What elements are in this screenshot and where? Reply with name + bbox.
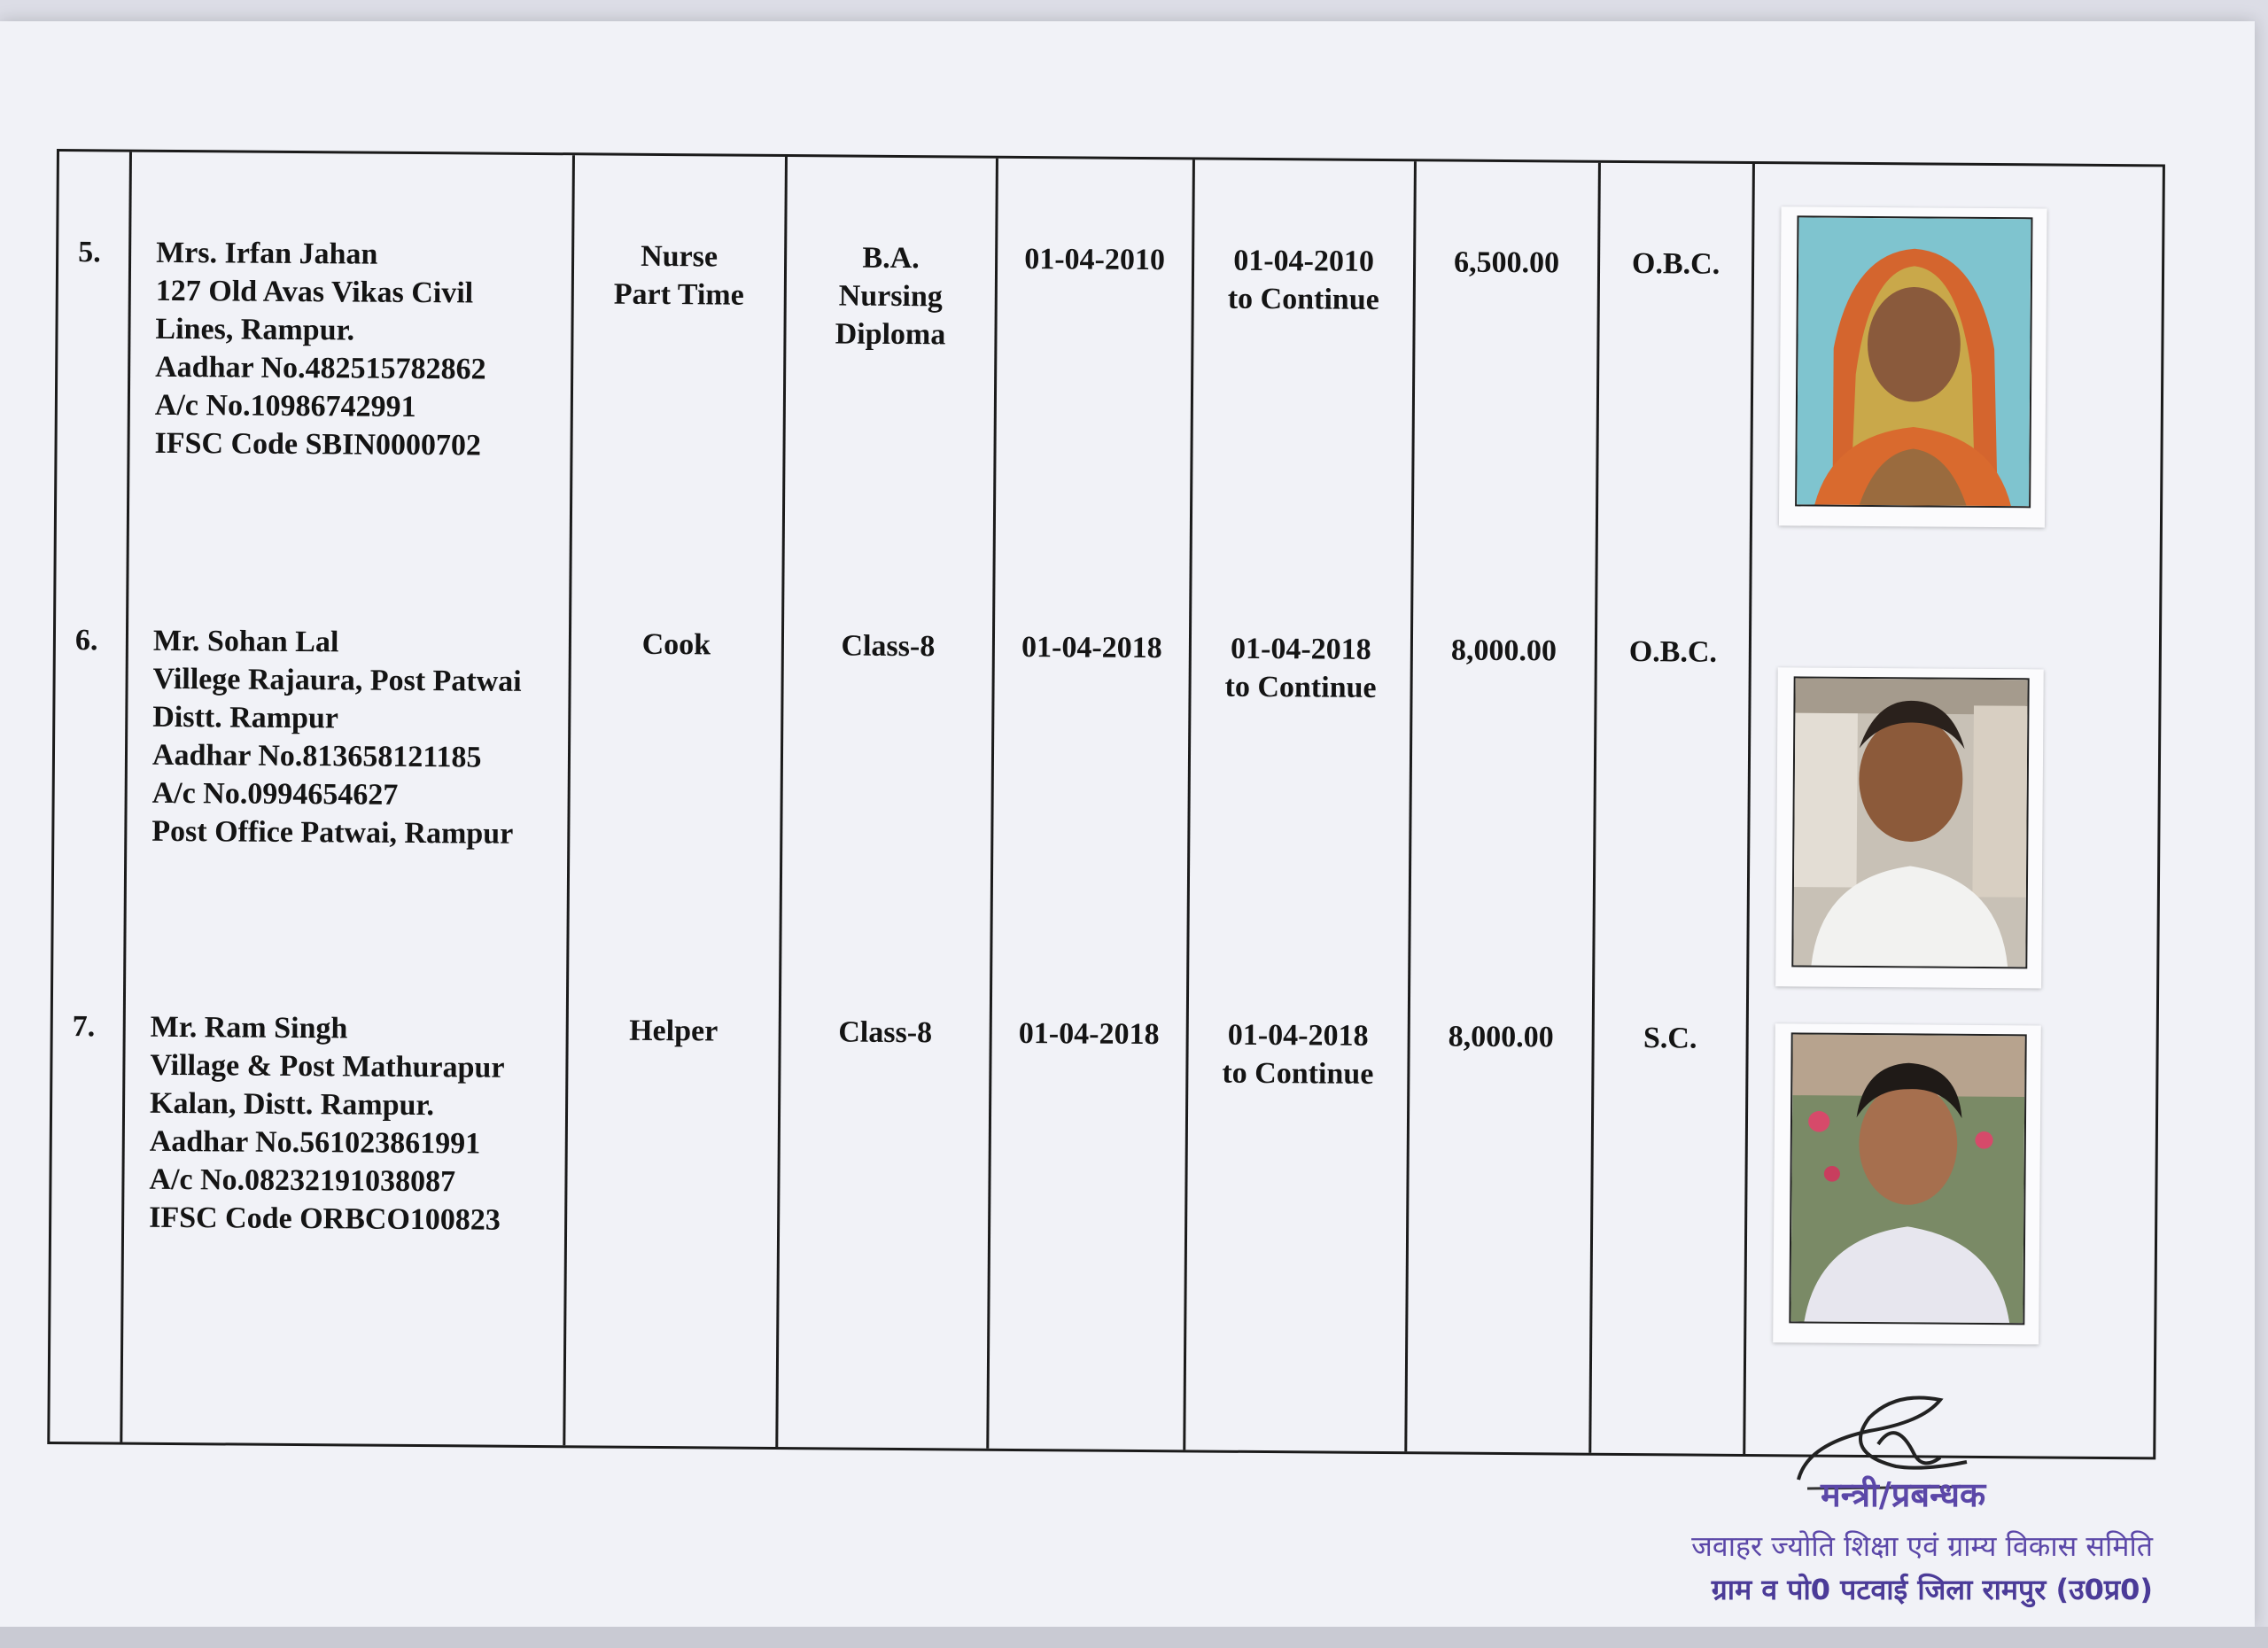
row-sno: 7.: [72, 1010, 96, 1044]
address-line: Lines, Rampur.: [155, 312, 355, 347]
column-period: [1185, 159, 1417, 1451]
post-line: Cook: [641, 627, 711, 662]
column-photo: [1745, 164, 2163, 1457]
column-appointment-date: [989, 159, 1195, 1450]
address-line: 127 Old Avas Vikas Civil: [155, 274, 474, 310]
aadhar-number: Aadhar No.561023861991: [149, 1124, 481, 1161]
staff-table: [47, 149, 2165, 1459]
row-qualification: [784, 626, 992, 666]
row-qualification: [786, 238, 995, 354]
row-post: [571, 625, 781, 665]
salary: 8,000.00: [1450, 634, 1557, 668]
column-post: [565, 155, 788, 1447]
column-details: [122, 152, 575, 1446]
appointment-date: 01-04-2010: [1024, 243, 1166, 277]
row-details: [129, 234, 571, 466]
period-start: 01-04-2018: [1227, 1018, 1369, 1053]
row-period: [1188, 1015, 1408, 1093]
address-line: Distt. Rampur: [152, 700, 339, 735]
period-end: to Continue: [1222, 1056, 1374, 1091]
row-details: [127, 622, 569, 854]
ifsc-code: IFSC Code SBIN0000702: [154, 426, 482, 463]
signature-stamp: [1674, 1382, 2153, 1621]
column-category: [1591, 163, 1755, 1454]
category: O.B.C.: [1631, 247, 1720, 281]
bank-branch: Post Office Patwai, Rampur: [151, 814, 514, 851]
column-sno: [50, 152, 132, 1442]
column-qualification: [778, 157, 998, 1449]
row-details: [124, 1008, 566, 1240]
row-post: [569, 1011, 779, 1051]
stamp-organisation: जवाहर ज्योति शिक्षा एवं ग्राम्य विकास समिति: [1691, 1529, 2153, 1563]
period-end: to Continue: [1227, 282, 1379, 316]
row-qualification: [781, 1013, 990, 1053]
photo-card: [1775, 667, 2044, 988]
stamp-address: ग्राम व पो0 पटवाई जिला रामपुर (उ0प्र0): [1711, 1573, 2153, 1606]
employee-photo: [1789, 1032, 2026, 1325]
scan-edge: [0, 1627, 2268, 1648]
period-start: 01-04-2018: [1230, 632, 1371, 666]
address-line: Villege Rajaura, Post Patwai: [152, 662, 522, 698]
appointment-date: 01-04-2018: [1018, 1016, 1160, 1052]
category: S.C.: [1643, 1022, 1697, 1055]
employee-photo: [1795, 215, 2032, 508]
post-line: Helper: [629, 1014, 718, 1048]
aadhar-number: Aadhar No.813658121185: [151, 738, 482, 774]
account-number: A/c No.10986742991: [154, 388, 416, 424]
period-end: to Continue: [1224, 670, 1377, 704]
post-line: Part Time: [613, 277, 744, 312]
account-number: A/c No.08232191038087: [149, 1162, 456, 1199]
employee-name: Mrs. Irfan Jahan: [156, 236, 378, 271]
qualification-line: Nursing: [838, 279, 944, 314]
row-period: [1191, 629, 1410, 707]
salary: 6,500.00: [1453, 245, 1560, 280]
row-sno: 5.: [78, 236, 101, 269]
employee-name: Mr. Sohan Lal: [152, 624, 339, 659]
employee-name: Mr. Ram Singh: [150, 1010, 348, 1046]
stamp-title: मन्त्री/प्रबन्धक: [1821, 1475, 1986, 1514]
qualification-line: B.A.: [862, 241, 920, 276]
column-salary: [1407, 161, 1601, 1452]
photo-card: [1773, 1023, 2041, 1344]
row-sno: 6.: [74, 624, 98, 657]
aadhar-number: Aadhar No.482515782862: [155, 350, 486, 386]
account-number: A/c No.0994654627: [151, 776, 399, 812]
qualification-line: Class-8: [841, 629, 936, 664]
address-line: Kalan, Distt. Rampur.: [149, 1086, 435, 1123]
ifsc-code: IFSC Code ORBCO100823: [149, 1201, 501, 1237]
row-post: [574, 237, 785, 315]
row-period: [1194, 241, 1414, 319]
appointment-date: 01-04-2018: [1021, 630, 1162, 665]
salary: 8,000.00: [1448, 1020, 1554, 1054]
period-start: 01-04-2010: [1233, 244, 1375, 278]
post-line: Nurse: [641, 239, 718, 274]
employee-photo: [1791, 676, 2029, 968]
qualification-line: Diploma: [835, 317, 946, 352]
qualification-line: Class-8: [838, 1015, 933, 1050]
photo-card: [1779, 206, 2047, 527]
address-line: Village & Post Mathurapur: [150, 1048, 505, 1084]
category: O.B.C.: [1628, 635, 1718, 669]
